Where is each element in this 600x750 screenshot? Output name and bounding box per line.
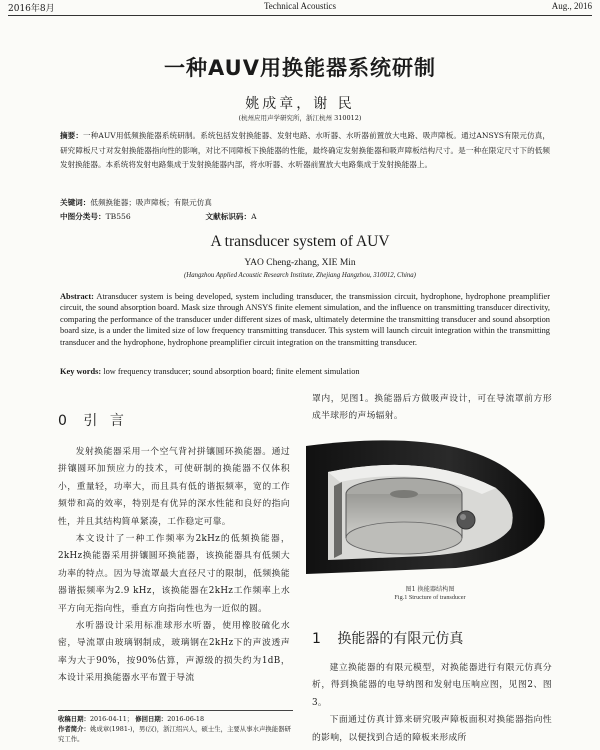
abstract-en-label: Abstract: <box>60 292 94 301</box>
authors-zh: 姚成章，谢 民 <box>245 96 355 112</box>
author-bio-label: 作者简介： <box>58 725 90 733</box>
figure-1 <box>306 428 554 601</box>
doc-code: A <box>251 212 257 221</box>
keywords-en <box>60 366 550 377</box>
clc-label: 中图分类号： <box>60 212 106 221</box>
section-1-heading <box>312 628 463 648</box>
doc-code-label: 文献标识码： <box>205 212 252 221</box>
abstract-zh-text: 一种AUV用低频换能器系统研制。系统包括发射换能器、发射电路、水听器、水听器前置放大电路、吸声障板。通过ANSYS有限元仿真，研究障板尺寸对发射换能器指向性的影响，对比不同障板下换能器的性能，最终确定发射换能器和吸声障板结构尺寸。是一种在限定尺寸下的低频发射换能器。本系统将发射电路集成于发射换能器内部，将水听器、水听器前置放大电路集成于发射换能器上。 <box>60 131 550 170</box>
footnote-rule <box>58 710 293 711</box>
abstract-en <box>60 291 550 348</box>
paper-title-zh: 一种AUV用换能器系统研制 <box>164 56 436 80</box>
body-paragraph: 发射换能器采用一个空气背衬拼镶圆环换能器。通过拼镶圆环加预应力的技术，可使研制的换能器不仅体积小，重量轻，功率大，而且具有低的谐振频率，宽的工作频带和高的效率，特别是有优异的深水性能和良好的指向性，并且其结构简单紧凑，工作稳定可靠。 <box>58 447 290 527</box>
abstract-zh-label: 摘要： <box>60 131 84 140</box>
body-paragraph: 建立换能器的有限元模型，对换能器进行有限元仿真分析，得到换能器的电导纳图和发射电压响应图，见图2、图3。 <box>312 663 552 708</box>
keywords-en-text: low frequency transducer; sound absorption board; finite element simulation <box>103 367 360 376</box>
received-date: 2016-04-11； <box>89 715 134 723</box>
revised-date: 2016-06-18 <box>167 715 205 723</box>
authors-en: YAO Cheng-zhang, XIE Min <box>244 258 356 268</box>
affiliation-zh: (杭州应用声学研究所，浙江杭州 310012) <box>238 114 362 122</box>
abstract-en-text: Atransducer system is being developed, system including transducer, the transmission circuit, hydrophone, hydrophone preamplifier circuit, the sound absorption board. Mask size through ANSYS finite element simulation, and the influence on transmitting transducer directivity, comparing the performance of the transducer under different sizes of mask, ultimately determine the transmitting transducer and sound absorption board size, is a under the limited size of low frequency transmitting transducer. This system will launch circuit integration within the transmitting transducer and the hydrophone, hydrophone preamplifier circuit integration on the transmitting transducer. <box>60 292 550 347</box>
transducer-structure-image <box>306 428 554 578</box>
right-column-top: 罩内，见图1。换能器后方做吸声设计，可在导流罩前方形成半球形的声场辐射。 <box>312 394 552 422</box>
classification <box>60 210 550 225</box>
running-header <box>8 0 592 16</box>
section-0-heading <box>58 410 128 430</box>
keywords-zh-label: 关键词： <box>60 198 91 207</box>
section-1-title: 换能器的有限元仿真 <box>337 631 464 647</box>
footnote <box>58 714 293 744</box>
figure-caption-zh: 图1 换能器结构图 <box>405 586 455 593</box>
header-journal: Technical Acoustics <box>263 1 337 11</box>
clc-code: TB556 <box>105 212 131 221</box>
keywords-zh <box>60 196 550 211</box>
keywords-en-label: Key words: <box>60 367 102 376</box>
section-1-number: 1 <box>312 631 321 647</box>
body-paragraph: 水听器设计采用标准球形水听器，使用橡胶硫化水密，导流罩由玻璃钢制成，玻璃钢在2kHz下的声波透声率为大于90%，按90%估算，声源级的损失约为1dB，本设计采用换能器水平布置于导流 <box>58 621 290 684</box>
header-date: 2016年8月 <box>8 4 55 14</box>
section-0-number: 0 <box>58 413 67 429</box>
left-column <box>58 444 290 688</box>
revised-label: 修回日期： <box>135 715 168 723</box>
right-column-bottom <box>312 660 552 747</box>
header-issue: Aug., 2016 <box>551 1 592 11</box>
affiliation-en: (Hangzhou Applied Acoustic Research Institute, Zhejiang Hangzhou, 310012, China) <box>184 272 416 279</box>
author-bio: 姚成章(1981-)，男(汉)，浙江绍兴人，硕士生，主要从事水声换能器研究工作。 <box>58 725 291 743</box>
received-label: 收稿日期： <box>58 715 90 723</box>
paper-title-en: A transducer system of AUV <box>210 233 390 250</box>
body-paragraph: 下面通过仿真计算来研究吸声障板面积对换能器指向性的影响，以便找到合适的障板来形成所 <box>312 715 552 743</box>
abstract-zh <box>60 129 550 173</box>
keywords-zh-text: 低频换能器；吸声障板；有限元仿真 <box>90 198 212 207</box>
body-paragraph: 本文设计了一种工作频率为2kHz的低频换能器，2kHz换能器采用拼镶圆环换能器，该换能器具有低频大功率的特点。因为导流罩最大直径尺寸的限制，低频换能器谐振频率为2.9 kHz，该换能器在2kHz工作频率上水平方向无指向性，垂直方向指向性也为一近似的圆。 <box>58 534 290 614</box>
section-0-title: 引 言 <box>83 413 128 429</box>
figure-caption-en: Fig.1 Structure of transducer <box>394 594 466 601</box>
